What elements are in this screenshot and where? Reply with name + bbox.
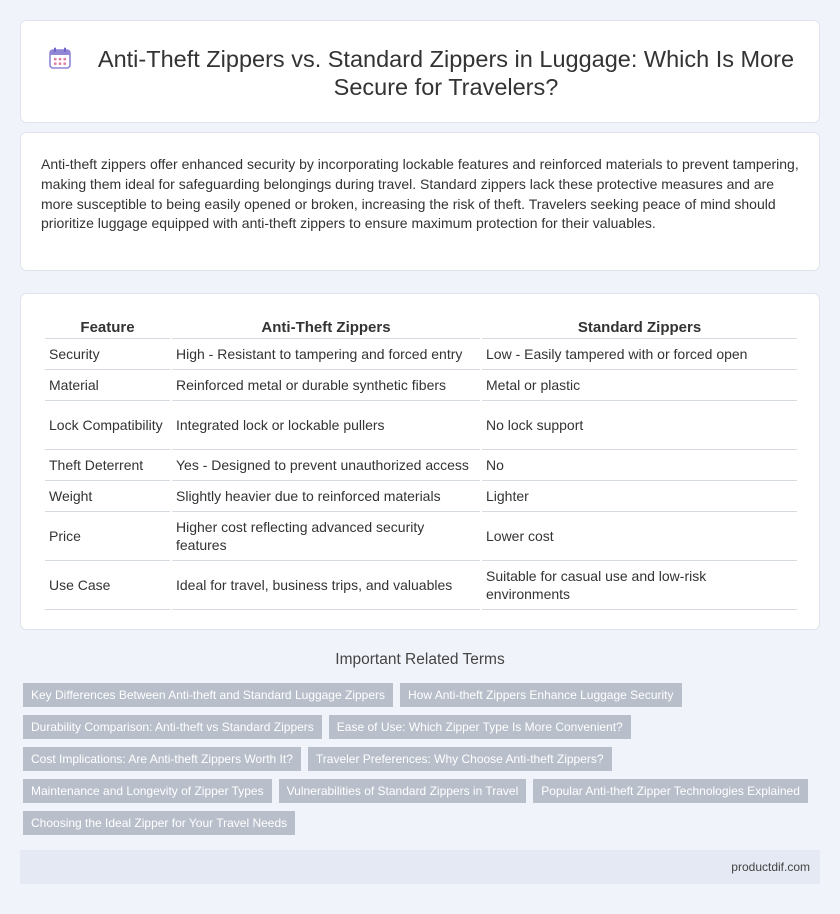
table-cell: Lighter (482, 481, 797, 512)
table-cell: High - Resistant to tampering and forced entry (172, 339, 480, 370)
table-cell: Weight (45, 481, 170, 512)
footer-site-link[interactable]: productdif.com (731, 860, 810, 874)
related-terms (23, 683, 823, 843)
related-term-link[interactable]: Traveler Preferences: Why Choose Anti-theft Zippers? (308, 747, 612, 771)
table-cell: Low - Easily tampered with or forced open (482, 339, 797, 370)
table-cell: No lock support (482, 401, 797, 450)
table-cell: Suitable for casual use and low-risk environments (482, 561, 797, 610)
table-cell: No (482, 450, 797, 481)
table-cell: Slightly heavier due to reinforced materials (172, 481, 480, 512)
related-term-link[interactable]: Cost Implications: Are Anti-theft Zippers Worth It? (23, 747, 301, 771)
column-header: Anti-Theft Zippers (172, 315, 480, 339)
table-cell: Reinforced metal or durable synthetic fibers (172, 370, 480, 401)
table-cell: Ideal for travel, business trips, and valuables (172, 561, 480, 610)
table-row (45, 401, 797, 450)
table-row (45, 450, 797, 481)
table-cell: Metal or plastic (482, 370, 797, 401)
table-cell: Yes - Designed to prevent unauthorized access (172, 450, 480, 481)
related-terms-title: Important Related Terms (335, 651, 505, 668)
footer (20, 850, 820, 884)
related-terms-row (23, 779, 823, 803)
table-cell: Material (45, 370, 170, 401)
table-cell: Use Case (45, 561, 170, 610)
related-terms-row (23, 747, 823, 771)
table-row (45, 512, 797, 561)
table-cell: Lock Compatibility (45, 401, 170, 450)
table-cell: Price (45, 512, 170, 561)
table-row (45, 339, 797, 370)
column-header: Standard Zippers (482, 315, 797, 339)
table-cell: Higher cost reflecting advanced security features (172, 512, 480, 561)
comparison-table-card (20, 293, 820, 630)
table-cell: Lower cost (482, 512, 797, 561)
table-row (45, 561, 797, 610)
header-card (20, 20, 820, 123)
intro-paragraph: Anti-theft zippers offer enhanced security by incorporating lockable features and reinforced materials to prevent tampering, making them ideal for safeguarding belongings during travel. Standard zippers lack these protective measures and are more susceptible to being easily opened or broken, increasing the risk of theft. Travelers seeking peace of mind should prioritize luggage equipped with anti-theft zippers to ensure maximum protection for their valuables. (41, 156, 799, 232)
table-cell: Security (45, 339, 170, 370)
related-term-link[interactable]: Maintenance and Longevity of Zipper Types (23, 779, 272, 803)
comparison-table (43, 315, 799, 610)
table-header-row (45, 315, 797, 339)
table-row (45, 481, 797, 512)
related-terms-row (23, 715, 823, 739)
table-row (45, 370, 797, 401)
table-cell: Theft Deterrent (45, 450, 170, 481)
calendar-icon (49, 47, 71, 69)
related-terms-row (23, 683, 823, 707)
related-term-link[interactable]: Key Differences Between Anti-theft and Standard Luggage Zippers (23, 683, 393, 707)
page-title: Anti-Theft Zippers vs. Standard Zippers in Luggage: Which Is More Secure for Travelers? (97, 46, 795, 100)
table-cell: Integrated lock or lockable pullers (172, 401, 480, 450)
related-term-link[interactable]: Ease of Use: Which Zipper Type Is More Convenient? (329, 715, 631, 739)
related-term-link[interactable]: Vulnerabilities of Standard Zippers in Travel (279, 779, 527, 803)
intro-card (20, 132, 820, 271)
related-term-link[interactable]: Popular Anti-theft Zipper Technologies Explained (533, 779, 808, 803)
related-term-link[interactable]: Choosing the Ideal Zipper for Your Travel Needs (23, 811, 295, 835)
related-term-link[interactable]: Durability Comparison: Anti-theft vs Standard Zippers (23, 715, 322, 739)
related-terms-row (23, 811, 823, 835)
related-term-link[interactable]: How Anti-theft Zippers Enhance Luggage Security (400, 683, 682, 707)
column-header: Feature (45, 315, 170, 339)
